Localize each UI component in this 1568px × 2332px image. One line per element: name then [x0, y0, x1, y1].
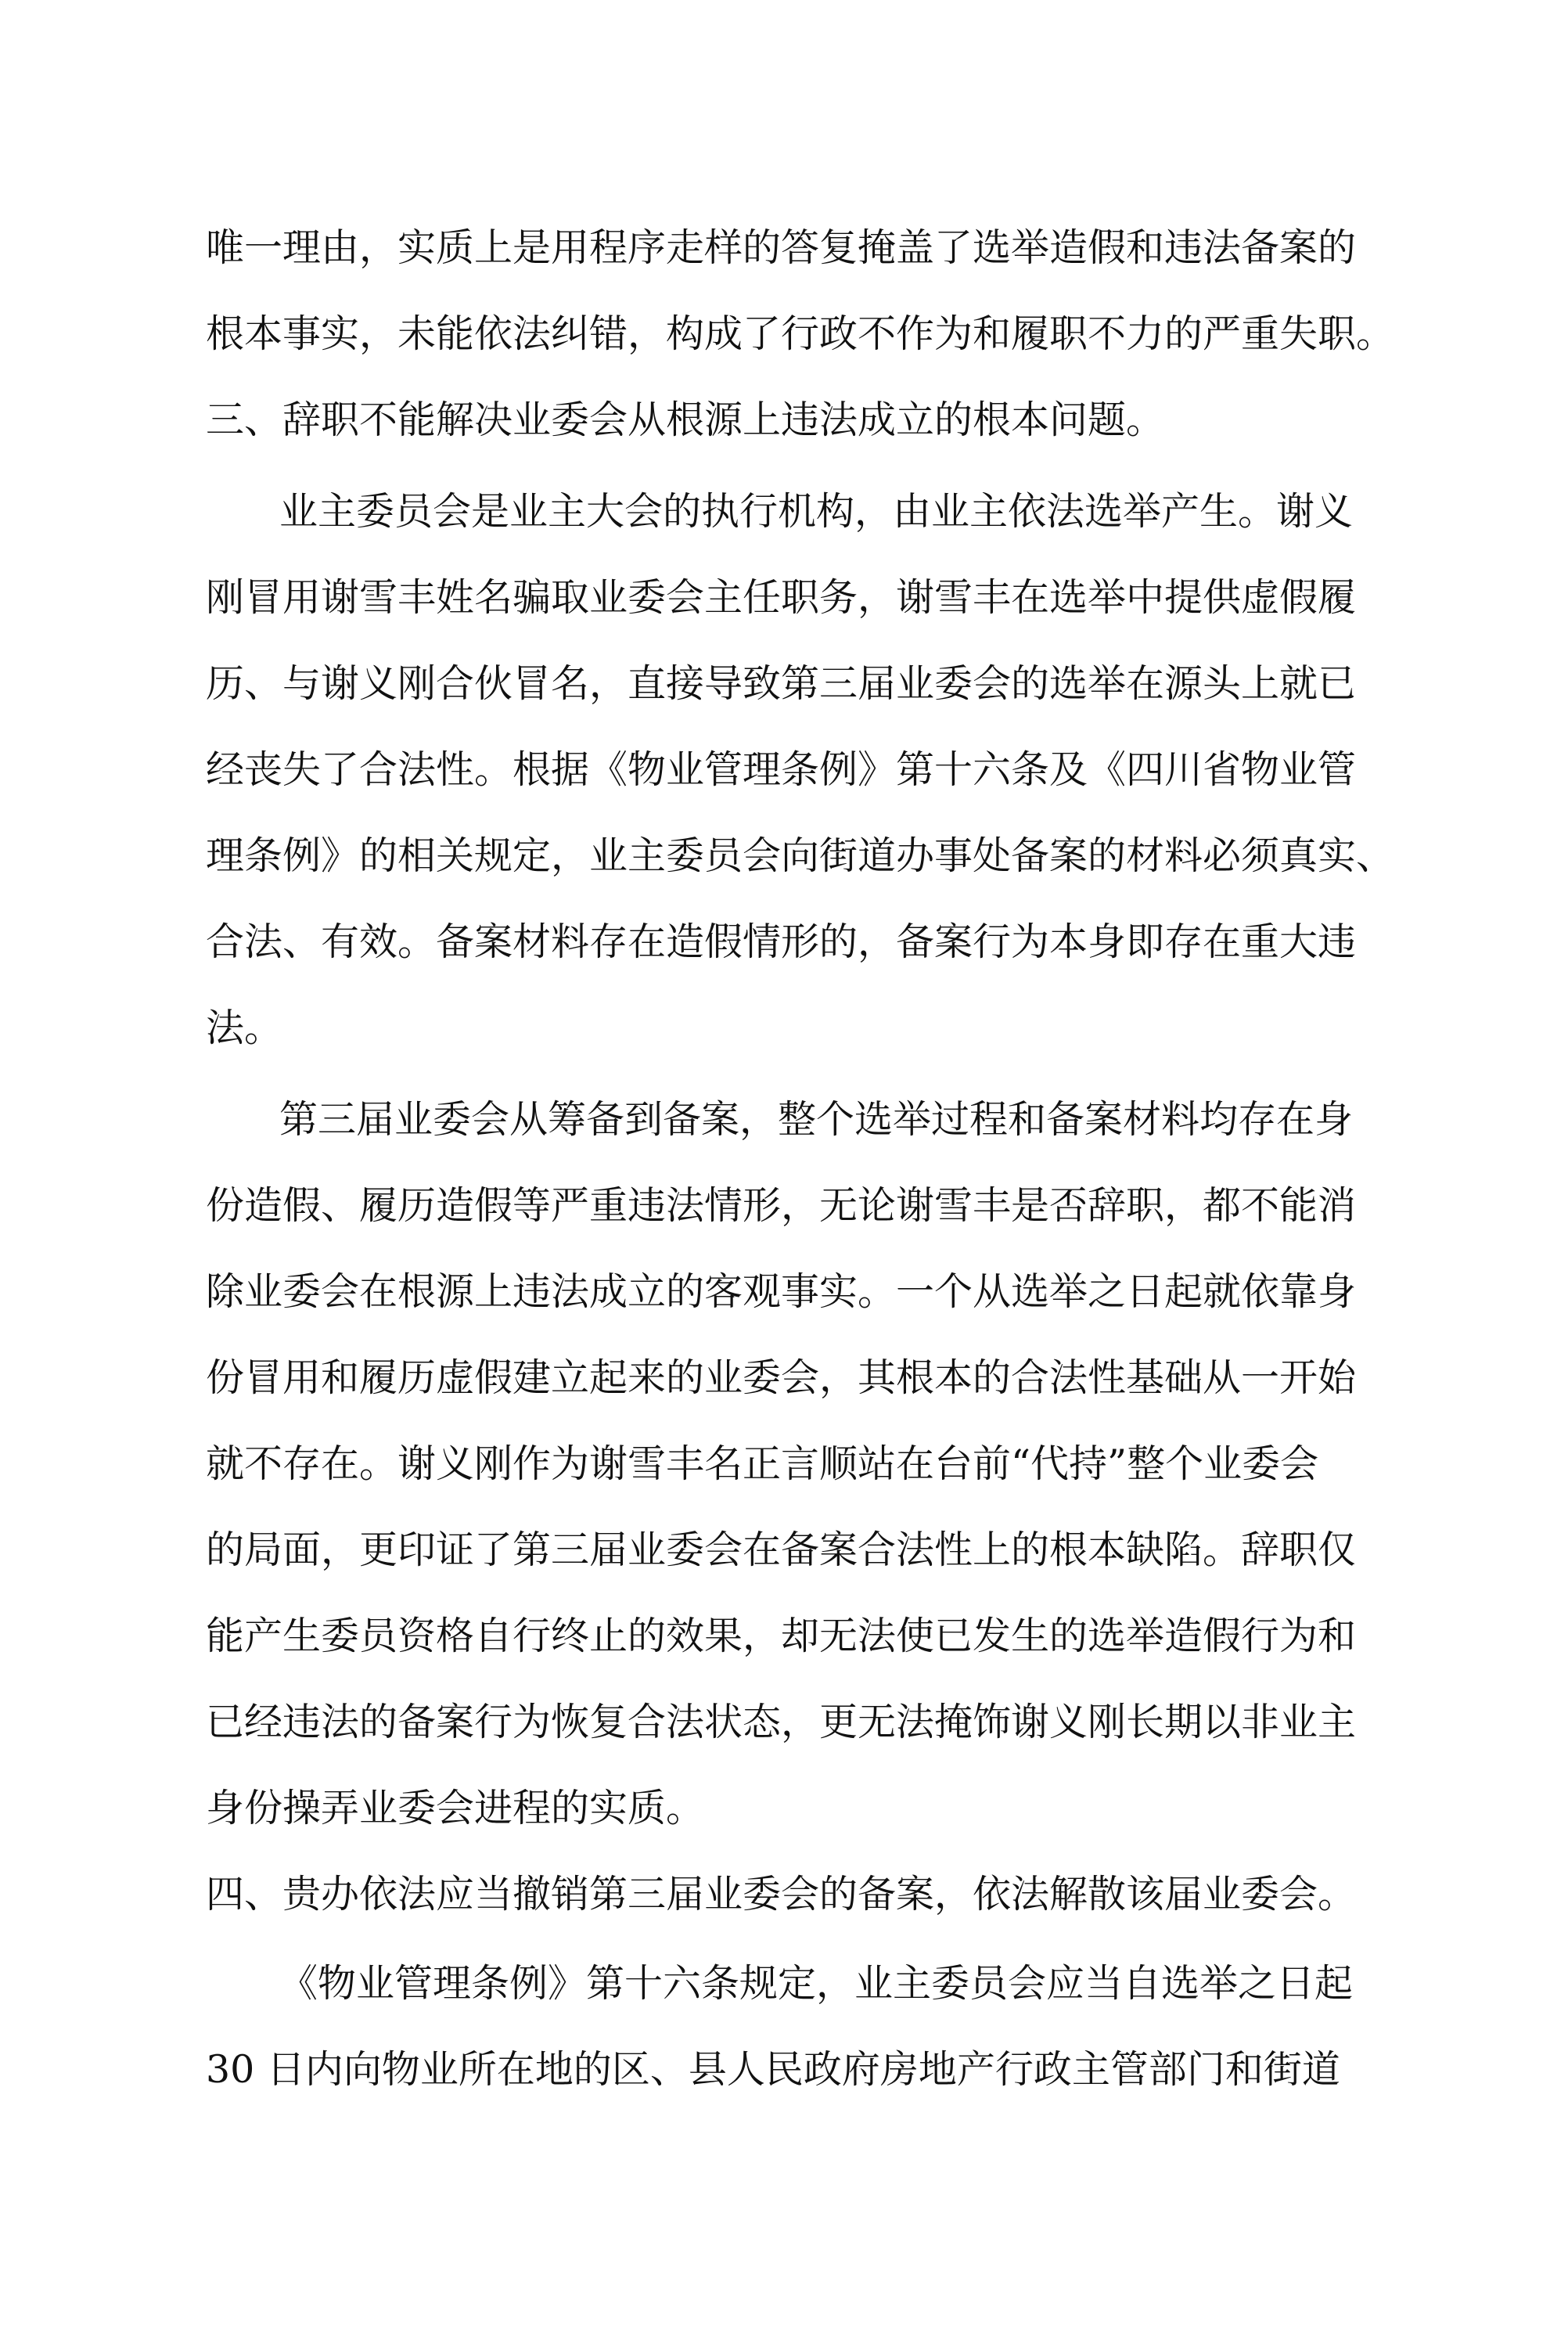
text-line-13: 除业委会在根源上违法成立的客观事实。一个从选举之日起就依靠身 — [206, 1269, 1357, 1314]
text-line-2: 根本事实，未能依法纠错，构成了行政不作为和履职不力的严重失职。 — [206, 311, 1395, 356]
text-line-21: 《物业管理条例》第十六条规定，业主委员会应当自选举之日起 — [279, 1961, 1354, 2006]
text-line-10: 法。 — [206, 1006, 283, 1050]
text-line-1: 唯一理由，实质上是用程序走样的答复掩盖了选举造假和违法备案的 — [206, 225, 1357, 270]
text-line-14: 份冒用和履历虚假建立起来的业委会，其根本的合法性基础从一开始 — [206, 1355, 1357, 1400]
text-line-4: 业主委员会是业主大会的执行机构，由业主依法选举产生。谢义 — [279, 489, 1354, 534]
text-line-22: 30 日内向物业所在地的区、县人民政府房地产行政主管部门和街道 — [206, 2047, 1340, 2092]
text-line-17: 能产生委员资格自行终止的效果，却无法使已发生的选举造假行为和 — [206, 1614, 1357, 1658]
text-line-6: 历、与谢义刚合伙冒名，直接导致第三届业委会的选举在源头上就已 — [206, 661, 1357, 706]
text-line-8: 理条例》的相关规定，业主委员会向街道办事处备案的材料必须真实、 — [206, 833, 1395, 878]
section-heading-20: 四、贵办依法应当撤销第三届业委会的备案，依法解散该届业委会。 — [206, 1872, 1357, 1916]
text-line-15: 就不存在。谢义刚作为谢雪丰名正言顺站在台前“代持”整个业委会 — [206, 1441, 1319, 1486]
section-heading-3: 三、辞职不能解决业委会从根源上违法成立的根本问题。 — [206, 398, 1165, 442]
text-line-5: 刚冒用谢雪丰姓名骗取业委会主任职务，谢雪丰在选举中提供虚假履 — [206, 575, 1357, 620]
text-line-12: 份造假、履历造假等严重违法情形，无论谢雪丰是否辞职，都不能消 — [206, 1183, 1357, 1228]
text-line-19: 身份操弄业委会进程的实质。 — [206, 1786, 705, 1830]
text-line-7: 经丧失了合法性。根据《物业管理条例》第十六条及《四川省物业管 — [206, 747, 1357, 792]
text-line-18: 已经违法的备案行为恢复合法状态，更无法掩饰谢义刚长期以非业主 — [206, 1700, 1357, 1744]
text-line-16: 的局面，更印证了第三届业委会在备案合法性上的根本缺陷。辞职仅 — [206, 1528, 1357, 1572]
text-line-9: 合法、有效。备案材料存在造假情形的，备案行为本身即存在重大违 — [206, 919, 1357, 964]
text-line-11: 第三届业委会从筹备到备案，整个选举过程和备案材料均存在身 — [279, 1097, 1354, 1142]
